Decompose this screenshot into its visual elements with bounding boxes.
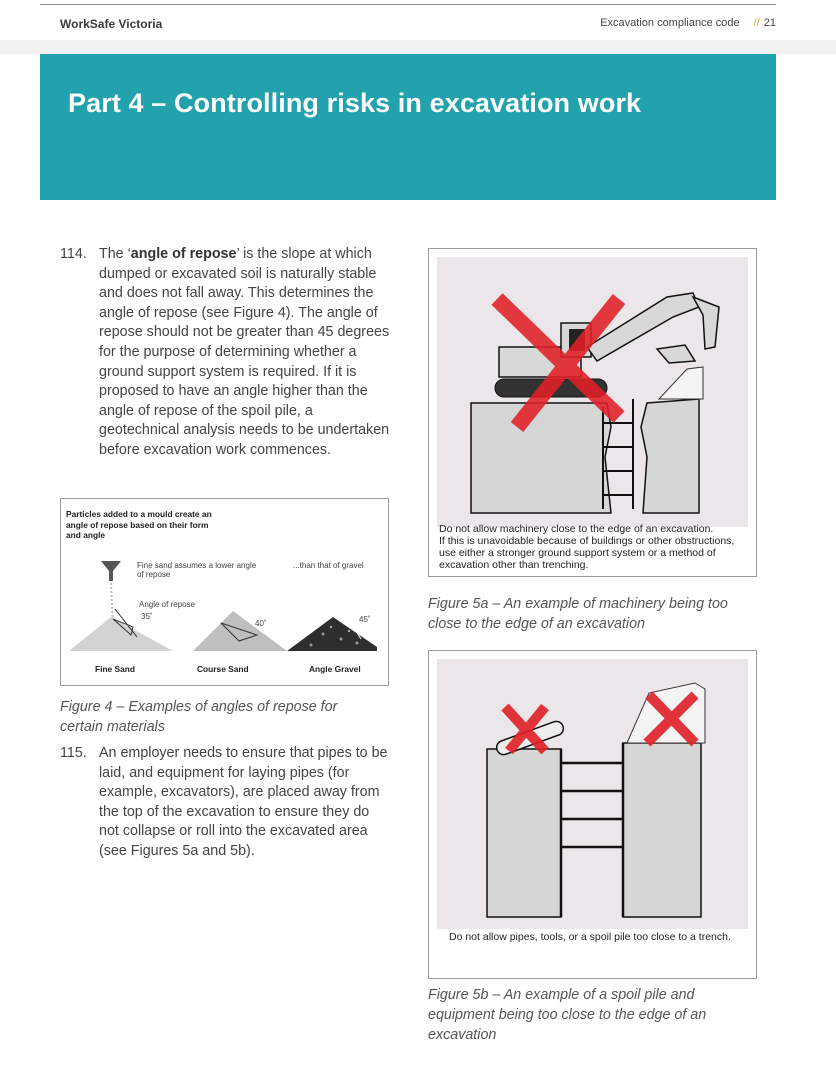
angle-of-repose-illustration — [61, 499, 388, 685]
fig5a-line3: use either a stronger ground support system or a method of — [439, 547, 716, 559]
figure-5b-caption: Figure 5b – An example of a spoil pile and equipment being too close to the edge of an excavation — [428, 987, 707, 1043]
section-title: Part 4 – Controlling risks in excavation work — [68, 88, 642, 118]
trench-wall-left — [487, 749, 561, 917]
section-banner — [40, 54, 776, 200]
paragraph-text: An employer needs to ensure that pipes to be laid, and equipment for laying pipes (for example, excavators), are placed away from the top of the excavation to ensure they do not collapse or roll into the excavated area (see Figures 5a and 5b). — [99, 745, 388, 859]
trench-wall-right — [623, 743, 701, 917]
label-fine-sand: Fine Sand — [95, 664, 136, 674]
excavator-illustration — [437, 257, 748, 527]
figure-5a-caption: Figure 5a – An example of machinery being too close to the edge of an excavation — [428, 596, 728, 632]
course-sand-pile — [193, 611, 287, 651]
brand-name: WorkSafe Victoria — [60, 17, 163, 31]
ladder-icon — [561, 743, 623, 917]
label-angle-gravel: Angle Gravel — [309, 664, 361, 674]
paragraph-115 — [60, 744, 390, 862]
running-header — [600, 17, 776, 29]
fig4-angle-course: 40˚ — [255, 619, 267, 628]
figure-5b — [428, 650, 757, 979]
label-course-sand: Course Sand — [197, 664, 249, 674]
paragraph-number: 115. — [60, 745, 87, 761]
fig5a-line1: Do not allow machinery close to the edge of an excavation. — [439, 523, 714, 535]
figure-5a — [428, 248, 757, 577]
ground-right — [641, 399, 699, 513]
ground-left — [471, 403, 611, 513]
fig5a-line4: excavation other than trenching. — [439, 559, 589, 571]
doc-title: Excavation compliance code — [600, 17, 740, 29]
fig4-note-gravel: ...than that of gravel — [293, 561, 364, 570]
fig4-angle-label: Angle of repose — [139, 600, 196, 609]
figure-4 — [60, 498, 389, 686]
spoil-pile — [659, 367, 703, 399]
trench-illustration — [437, 659, 748, 929]
header-band — [0, 40, 836, 54]
header-separator: // — [753, 17, 760, 29]
fig4-angle-fine: 35˚ — [141, 612, 153, 621]
page-header — [40, 4, 776, 41]
term-angle-of-repose: angle of repose — [130, 246, 237, 262]
fig4-note-fine: Fine sand assumes a lower angle of repose — [137, 561, 257, 579]
figure-4-caption: Figure 4 – Examples of angles of repose for certain materials — [60, 699, 338, 735]
paragraph-number: 114. — [60, 246, 87, 262]
fig4-angle-gravel: 45˚ — [359, 615, 371, 624]
fig5a-line2: If this is unavoidable because of buildings or other obstructions, — [439, 535, 735, 547]
fig5a-warning — [439, 523, 734, 571]
page-number: 21 — [763, 17, 776, 29]
fig5b-warning: Do not allow pipes, tools, or a spoil pile too close to a trench. — [449, 931, 731, 943]
paragraph-text — [60, 245, 390, 461]
paragraph-prefix: The ‘ — [99, 246, 131, 262]
fig4-heading: Particles added to a mould create an angle of repose based on their form and angle — [66, 509, 212, 540]
paragraph-114 — [60, 245, 390, 461]
paragraph-body: ’ is the slope at which dumped or excavated soil is naturally stable and does not fall away. This determines the angle of repose (see Figure 4). The angle of repose should not be greater than 45 degrees for the purpose of determining whether a ground support system is required. If it is proposed to have an angle higher than the angle of repose of the spoil pile, a geotechnical analysis needs to be undertaken before excavation work commences. — [99, 246, 390, 458]
